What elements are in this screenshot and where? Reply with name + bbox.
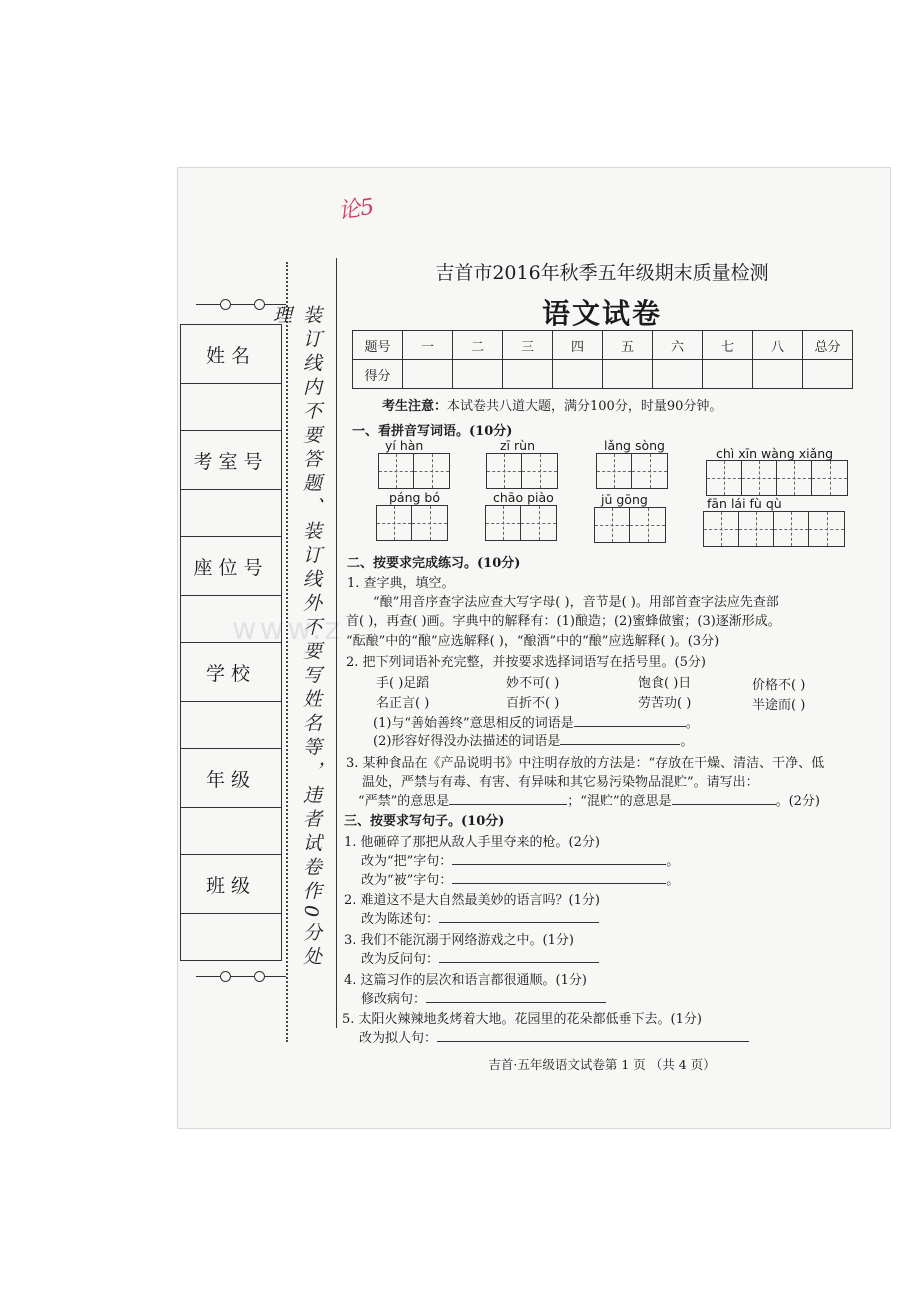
score-header-cell: 题号: [353, 331, 403, 360]
pinyin-label: yí hàn: [385, 438, 424, 453]
period-mark: 。: [666, 873, 680, 888]
binding-dotted-line: [286, 262, 288, 1042]
answer-prompt: 改为“把”字句：: [361, 854, 453, 869]
score-cell[interactable]: [553, 360, 603, 389]
handwritten-mark: 论5: [336, 194, 376, 225]
writing-grid[interactable]: [378, 453, 450, 489]
score-header-cell: 八: [753, 331, 803, 360]
period-mark: 。: [685, 716, 699, 731]
score-table: [352, 330, 853, 389]
score-header-cell: 总分: [803, 331, 853, 360]
question-text: [373, 730, 693, 749]
score-cell[interactable]: [653, 360, 703, 389]
answer-line[interactable]: [439, 910, 599, 923]
idiom-blank: 名正言( ): [376, 696, 430, 711]
score-header-cell: 五: [603, 331, 653, 360]
sub-question: ；“混贮”的意思是: [567, 794, 672, 809]
section3-title: 三、按要求写句子。(10分): [344, 814, 505, 829]
section2-title: 二、按要求完成练习。(10分): [347, 556, 521, 571]
question-text: [358, 790, 820, 809]
idiom-blank: 价格不( ): [752, 678, 806, 693]
score-header-cell: 二: [453, 331, 503, 360]
period-mark: 。: [680, 734, 694, 749]
info-blank[interactable]: [181, 808, 282, 855]
writing-grid[interactable]: [485, 505, 557, 541]
idiom-blank: 劳苦功( ): [638, 696, 692, 711]
sub-question: “严禁”的意思是: [358, 794, 450, 809]
writing-grid[interactable]: [706, 460, 848, 496]
score-cell[interactable]: [453, 360, 503, 389]
answer-prompt: 改为“被”字句：: [361, 873, 453, 888]
question-text: 5. 太阳火辣辣地炙烤着大地。花园里的花朵都低垂下去。(1分): [342, 1012, 702, 1027]
info-label: 座位号: [181, 537, 282, 596]
idiom-blank: 手( )足蹈: [376, 676, 430, 691]
score-row-label: 得分: [353, 360, 403, 389]
idiom-blank: 妙不可( ): [506, 676, 560, 691]
question-text: 1. 他砸碎了那把从敌人手里夺来的枪。(2分): [344, 835, 600, 850]
watermark: www.z: [232, 612, 344, 647]
score-header-cell: 一: [403, 331, 453, 360]
answer-line[interactable]: [452, 852, 666, 865]
answer-row: [361, 908, 599, 927]
answer-line[interactable]: [672, 792, 776, 805]
answer-line[interactable]: [452, 871, 666, 884]
question-text: 3. 某种食品在《产品说明书》中注明存放的方法是：“存放在干燥、清洁、干净、低: [346, 756, 825, 771]
pinyin-label: chì xīn wàng xiǎng: [716, 446, 834, 461]
question-text: 1. 查字典，填空。: [347, 576, 455, 591]
page-footer: 吉首·五年级语文试卷第 1 页 （共 4 页）: [488, 1057, 716, 1072]
sub-question: (1)与“善始善终”意思相反的词语是: [373, 716, 574, 731]
answer-prompt: 改为反问句：: [361, 952, 440, 967]
answer-line[interactable]: [437, 1029, 749, 1042]
pinyin-label: zī rùn: [500, 438, 535, 453]
answer-row: [359, 1027, 749, 1046]
answer-line[interactable]: [560, 732, 680, 745]
exam-notice: [382, 395, 722, 414]
pinyin-label: lǎng sòng: [604, 438, 665, 453]
notice-text: 本试卷共八道大题，满分100分，时量90分钟。: [447, 399, 723, 414]
period-mark: 。: [666, 854, 680, 869]
question-text: 4. 这篇习作的层次和语言都很通顺。(1分): [344, 973, 587, 988]
question-text: 3. 我们不能沉溺于网络游戏之中。(1分): [344, 933, 574, 948]
answer-row: [361, 948, 599, 967]
info-label: 姓名: [181, 325, 282, 384]
exam-title: 吉首市2016年秋季五年级期末质量检测: [435, 262, 769, 284]
writing-grid[interactable]: [376, 505, 448, 541]
score-header-cell: 四: [553, 331, 603, 360]
score-cell[interactable]: [503, 360, 553, 389]
score-cell[interactable]: [753, 360, 803, 389]
score-header-cell: 三: [503, 331, 553, 360]
answer-prompt: 修改病句：: [361, 992, 427, 1007]
section1-title: 一、看拼音写词语。(10分): [352, 424, 513, 439]
answer-line[interactable]: [439, 950, 599, 963]
answer-prompt: 改为拟人句：: [359, 1031, 438, 1046]
question-text: 首( )，再查( )画。字典中的解释有：(1)酿造；(2)蜜蜂做蜜；(3)逐渐形成。: [346, 614, 781, 629]
sub-question: (2)形容好得没办法描述的词语是: [373, 734, 561, 749]
answer-line[interactable]: [574, 714, 686, 727]
pinyin-label: jū gōng: [601, 492, 648, 507]
writing-grid[interactable]: [486, 453, 558, 489]
answer-row: [361, 869, 679, 888]
ornament-bottom: [196, 970, 286, 982]
info-label: 学校: [181, 643, 282, 702]
info-blank[interactable]: [181, 596, 282, 643]
notice-label: 考生注意：: [382, 399, 448, 414]
answer-prompt: 改为陈述句：: [361, 912, 440, 927]
binding-warning-text: 装订线内不要答题、装订线外不要写姓名等，违者试卷作0分处理: [270, 305, 322, 971]
score-cell[interactable]: [703, 360, 753, 389]
answer-row: [361, 850, 679, 869]
info-blank[interactable]: [181, 490, 282, 537]
info-blank[interactable]: [181, 914, 282, 961]
score-cell[interactable]: [803, 360, 853, 389]
answer-row: [361, 988, 606, 1007]
writing-grid[interactable]: [596, 453, 668, 489]
sub-question: 。(2分): [775, 794, 821, 809]
info-label: 班级: [181, 855, 282, 914]
question-text: 2. 把下列词语补充完整，并按要求选择词语写在括号里。(5分): [346, 655, 706, 670]
question-text: “酿”用音序查字法应查大写字母( )，音节是( )。用部首查字法应先查部: [373, 595, 779, 610]
info-label: 年级: [181, 749, 282, 808]
question-text: 2. 难道这不是大自然最美妙的语言吗？(1分): [344, 893, 600, 908]
student-info-table: [180, 324, 282, 961]
exam-subtitle: 语文试卷: [541, 297, 662, 330]
answer-line[interactable]: [449, 792, 567, 805]
answer-line[interactable]: [426, 990, 606, 1003]
question-text: “酝酿”中的“酿”应选解释( )，“酿酒”中的“酿”应选解释( )。(3分): [346, 634, 720, 649]
score-header-cell: 七: [703, 331, 753, 360]
pinyin-label: páng bó: [389, 490, 441, 505]
question-text: 温处，严禁与有毒、有害、有异味和其它易污染物品混贮”。请写出：: [362, 775, 759, 790]
score-cell[interactable]: [403, 360, 453, 389]
score-cell[interactable]: [603, 360, 653, 389]
idiom-blank: 饱食( )日: [638, 676, 692, 691]
score-header-cell: 六: [653, 331, 703, 360]
info-blank[interactable]: [181, 384, 282, 431]
writing-grid[interactable]: [703, 511, 845, 547]
idiom-blank: 半途而( ): [752, 698, 806, 713]
question-text: [373, 712, 699, 731]
writing-grid[interactable]: [594, 507, 666, 543]
pinyin-label: chāo piào: [493, 490, 554, 505]
info-label: 考室号: [181, 431, 282, 490]
info-blank[interactable]: [181, 702, 282, 749]
idiom-blank: 百折不( ): [506, 696, 560, 711]
binding-solid-line: [336, 258, 337, 1028]
pinyin-label: fān lái fù qù: [707, 496, 782, 511]
